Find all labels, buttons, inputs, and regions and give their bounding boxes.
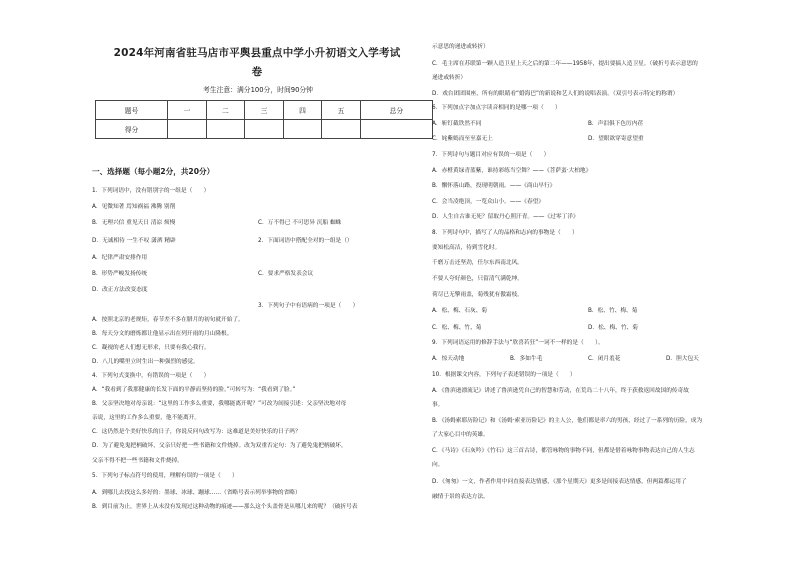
question-right-line: B．懈怀落山路，投现明朝雨。——《商山早行》 bbox=[432, 183, 556, 189]
question-left-line: B．无理兴信 重见天日 清凉 烦慢 bbox=[92, 220, 176, 226]
score-header-cell: 二 bbox=[206, 101, 245, 120]
score-table-score-row bbox=[96, 120, 433, 139]
question-right-line: B．《汤姆索耶历险记》和《汤姆·索亚历险记》的主人公，他们都是率六的男孩，经过了一系列的历险，成为 bbox=[432, 418, 703, 424]
question-right-line: 7．下列诗句与题目对应有误的一项是（ ） bbox=[432, 152, 550, 158]
question-left-line: C．万不得已 不可思异 沉船 蜘蛛 bbox=[258, 220, 342, 226]
score-table bbox=[95, 100, 433, 139]
document-title bbox=[92, 44, 422, 82]
question-right-line: 10．根据课文内容，下列句子表述错误的一项是（ ） bbox=[432, 372, 576, 378]
score-header-cell: 五 bbox=[322, 101, 361, 120]
score-cell[interactable] bbox=[322, 120, 361, 139]
question-right-line: 9．下列词语运用的修辞手法与“欣喜若狂”一词不一样的是（ ）。 bbox=[432, 340, 604, 346]
question-left-line: A．纪律严肃安排作用 bbox=[92, 255, 148, 261]
question-left-line: B．每天分文的磨炼都让他显示出在列开雨的月山隆根。 bbox=[92, 331, 233, 337]
exam-note: 考生注意：满分100分，时间90分钟 bbox=[203, 86, 313, 94]
question-right-line: 事。 bbox=[432, 402, 444, 408]
question-left-line: D．八儿的嘴里立时生出一种强烈的感觉。 bbox=[92, 359, 199, 365]
question-right-line: C．《马诗》《石灰吟》《竹石》这三首古诗，都管咏物的事物不同，但都是借着咏物事物表达自己的人生志 bbox=[432, 448, 695, 454]
question-left-line: D．为了避免鬼把柄破坏，父亲只好把一些书籍和文件烧掉。改为双重否定句：为了避免鬼把柄破坏， bbox=[92, 443, 347, 449]
question-right-line: C．姹紫嫣而至至嘉无上 bbox=[432, 136, 493, 142]
question-right-line: D．戏台团团围座，所有的眼睛看“婚海巴”的新说和艺人们的说唱表演。（双引号表示特定的称谓） bbox=[432, 91, 679, 97]
score-cell[interactable] bbox=[283, 120, 322, 139]
score-table-header-row bbox=[96, 101, 433, 120]
question-left-line: D．无诚相待 一生不叹 潇洒 精辟 bbox=[92, 238, 176, 244]
question-right-line: D．胆大包天 bbox=[666, 356, 699, 362]
question-left-line: A．“我看到了我那健康的长发下面的平静而坚持的脸。”可转写为：“我看到了脸。” bbox=[92, 387, 296, 393]
question-left-line: C．凝视的老人们想无形求，只要有我心我行。 bbox=[92, 345, 210, 351]
question-right-line: C．闭月羞花 bbox=[588, 356, 621, 362]
question-right-line: D．人生自古谁无死？留取丹心照汗青。——《过零丁洋》 bbox=[432, 214, 579, 220]
question-right-line: B．多如牛毛 bbox=[510, 356, 543, 362]
question-right-line: 要知松高洁，待到雪化时。 bbox=[432, 245, 501, 251]
question-left-line: B．形势严峻发扬传统 bbox=[92, 271, 148, 277]
question-right-line: 不要人夸好颜色，只留清气满乾坤。 bbox=[432, 276, 523, 282]
question-right-line: D．松、梅、竹、菊 bbox=[588, 325, 638, 331]
question-left-line: B．父亲坚决地对母亲说：“这里的工作多么重要，我哪能离开呢？”可改为间接引述：父亲坚决地对母 bbox=[92, 401, 347, 407]
question-right-line: 荷尽已无擎雨盖，菊残犹有傲霜枝。 bbox=[432, 292, 523, 298]
title-line-1: 2024年河南省驻马店市平舆县重点中学小升初语文入学考试 bbox=[113, 47, 401, 59]
score-cell[interactable] bbox=[206, 120, 245, 139]
question-right-line: 千磨万击还坚劲，任尔东西南北风。 bbox=[432, 260, 523, 266]
question-right-line: A．《鲁滨逊漂流记》讲述了鲁滨逊凭自己的智慧和劳动，在荒岛二十八年，终于获救返回故国的传奇故 bbox=[432, 388, 689, 394]
score-header-cell: 三 bbox=[245, 101, 284, 120]
question-left-line: 父亲不得不把一些书籍和文件烧掉。 bbox=[92, 458, 183, 464]
question-right-line: D．望眼欲穿寄意望重 bbox=[588, 136, 644, 142]
question-right-line: A．松、梅、石灰、菊 bbox=[432, 308, 488, 314]
question-right-line: 6．下列加点字加点字读音相同的是哪一项（ ） bbox=[432, 105, 561, 111]
question-right-line: A．斩钉截铁然不同 bbox=[432, 121, 482, 127]
question-right-line: C．会当凌绝顶，一览众山小。——《春望》 bbox=[432, 199, 545, 205]
question-left-line: 1．下列词语中，没有错别字的一组是（ ） bbox=[92, 188, 210, 194]
question-left-line: 5．下列句子标点符号的使用，理解有误的一项是（ ） bbox=[92, 473, 238, 479]
question-right-line: 向。 bbox=[432, 462, 444, 468]
question-right-line: A．赤橙黄绿青蓝紫，谁持彩练当空舞？——《菩萨蛮·大柏地》 bbox=[432, 168, 592, 174]
question-right-line: C．松、梅、竹、菊 bbox=[432, 325, 482, 331]
question-right-line: B．声泪俱下色厉内荏 bbox=[588, 121, 644, 127]
question-left-line: B．到目前为止，世界上从未没有发现过这种动物的痕迹——那么这个头盖骨是从哪儿来的呢？（破折号表 bbox=[92, 504, 358, 510]
question-left-line: A．见微知著 焉知祸福 沸腾 别削 bbox=[92, 204, 176, 210]
section-heading: 一、选择题（每小题2分，共20分） bbox=[92, 167, 215, 176]
score-header-cell: 四 bbox=[283, 101, 322, 120]
score-cell[interactable] bbox=[360, 120, 432, 139]
question-left-line: C．要求严格发表会议 bbox=[258, 271, 314, 277]
question-left-line: 3．下列句子中有语病的一项是（ ） bbox=[258, 303, 359, 309]
question-right-line: 递进或转折） bbox=[432, 75, 467, 81]
question-right-line: 8．下列诗句中，描写了人的品格和志向的事物是（ ） bbox=[432, 230, 578, 236]
question-right-line: 了大家心目中的英雄。 bbox=[432, 432, 489, 438]
score-header-cell: 总分 bbox=[360, 101, 432, 120]
question-left-line: A．到哪儿去找这么多好的：墨球、冰球、蹦球……（省略号表示列举事物的省略） bbox=[92, 490, 301, 496]
question-left-line: D．改正方法改变态度 bbox=[92, 287, 148, 293]
question-left-line: 亲说，这里的工作多么重要，他不能离开。 bbox=[92, 415, 201, 421]
question-left-line: 2．下面词语中搭配全对的一组是（） bbox=[258, 238, 353, 244]
question-right-line: 融情于景的表达方法。 bbox=[432, 494, 489, 500]
score-cell[interactable] bbox=[245, 120, 284, 139]
score-cell[interactable] bbox=[168, 120, 207, 139]
question-right-line: B．松、竹、梅、菊 bbox=[588, 308, 638, 314]
question-right-line: D．《匆匆》一文，作者作用中问直接表达情感，《那个星期天》更多是间接表达情感，但两篇都运用了 bbox=[432, 479, 687, 485]
title-line-2: 卷 bbox=[251, 66, 263, 78]
question-right-line: C．毛主席在苏联第一颗人造卫星上天之后的第二年——1958年，提出要搞人造卫星。（破折号表示意思的 bbox=[432, 61, 698, 67]
score-header-cell: 题号 bbox=[96, 101, 168, 120]
score-header-cell: 一 bbox=[168, 101, 207, 120]
score-row-label: 得分 bbox=[96, 120, 168, 139]
question-left-line: C．这仍然是个美好快乐的日子，你说反问句改写为：这难道是美好快乐的日子吗？ bbox=[92, 429, 301, 435]
question-right-line: 示意思的递进或转折） bbox=[432, 44, 489, 50]
question-left-line: A．按照北京的老规矩，春节差不多在腊月的初旬就开始了。 bbox=[92, 317, 244, 323]
question-left-line: 4．下列句式变换中，有错误的一项是（ ） bbox=[92, 373, 210, 379]
question-right-line: A．惊天动地 bbox=[432, 356, 465, 362]
